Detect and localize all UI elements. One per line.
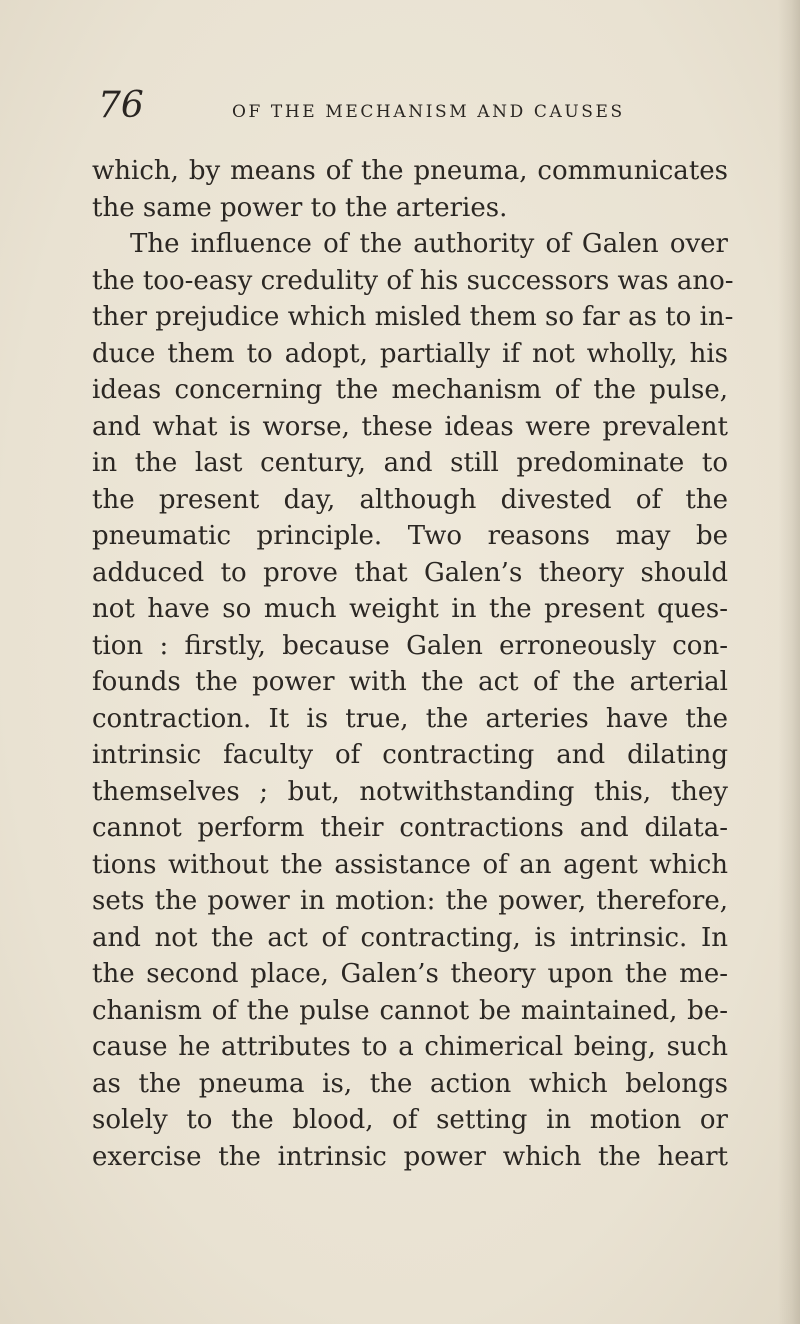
text-line: ther prejudice which misled them so far as to in- xyxy=(92,302,734,332)
text-line: chanism of the pulse cannot be maintained, be- xyxy=(92,995,728,1026)
text-line: founds the power with the act of the arterial xyxy=(92,667,728,697)
text-line: in the last century, and still predominate to xyxy=(92,448,728,478)
text-line: pneumatic principle. Two reasons may be xyxy=(92,521,728,551)
page-gutter-shadow xyxy=(778,0,800,1324)
text-line: sets the power in motion: the power, therefore, xyxy=(92,886,728,916)
text-line: and not the act of contracting, is intrinsic. In xyxy=(92,922,728,953)
text-line: contraction. It is true, the arteries have the xyxy=(92,703,728,734)
text-line: exercise the intrinsic power which the heart xyxy=(92,1141,728,1172)
text-line: adduced to prove that Galen’s theory should xyxy=(92,557,728,588)
text-line: tion : firstly, because Galen erroneously con- xyxy=(92,630,728,661)
text-line: tions without the assistance of an agent which xyxy=(92,849,728,880)
text-line: ideas concerning the mechanism of the pulse, xyxy=(92,375,728,405)
text-line: solely to the blood, of setting in motion or xyxy=(92,1105,728,1135)
page-number: 76 xyxy=(98,85,144,126)
text-line: which, by means of the pneuma, communicates xyxy=(92,156,728,186)
text-line: the too-easy credulity of his successors was ano- xyxy=(92,265,734,296)
text-line: not have so much weight in the present ques- xyxy=(92,594,728,624)
running-title: OF THE MECHANISM AND CAUSES xyxy=(232,102,625,122)
text-line: duce them to adopt, partially if not wholly, his xyxy=(92,338,728,369)
page-header xyxy=(98,86,738,130)
text-line: as the pneuma is, the action which belongs xyxy=(92,1068,728,1099)
text-line: themselves ; but, notwithstanding this, they xyxy=(92,776,728,807)
paragraph-first-line: The influence of the authority of Galen over xyxy=(130,229,728,259)
text-line: cause he attributes to a chimerical being, such xyxy=(92,1032,728,1062)
text-line: intrinsic faculty of contracting and dilating xyxy=(92,740,728,770)
text-line: the present day, although divested of the xyxy=(92,484,728,515)
text-line: cannot perform their contractions and dilata- xyxy=(92,813,728,843)
body-text xyxy=(92,153,734,1175)
text-line: the same power to the arteries. xyxy=(92,192,508,223)
text-line: and what is worse, these ideas were prevalent xyxy=(92,411,728,442)
text-line: the second place, Galen’s theory upon the me- xyxy=(92,959,728,989)
